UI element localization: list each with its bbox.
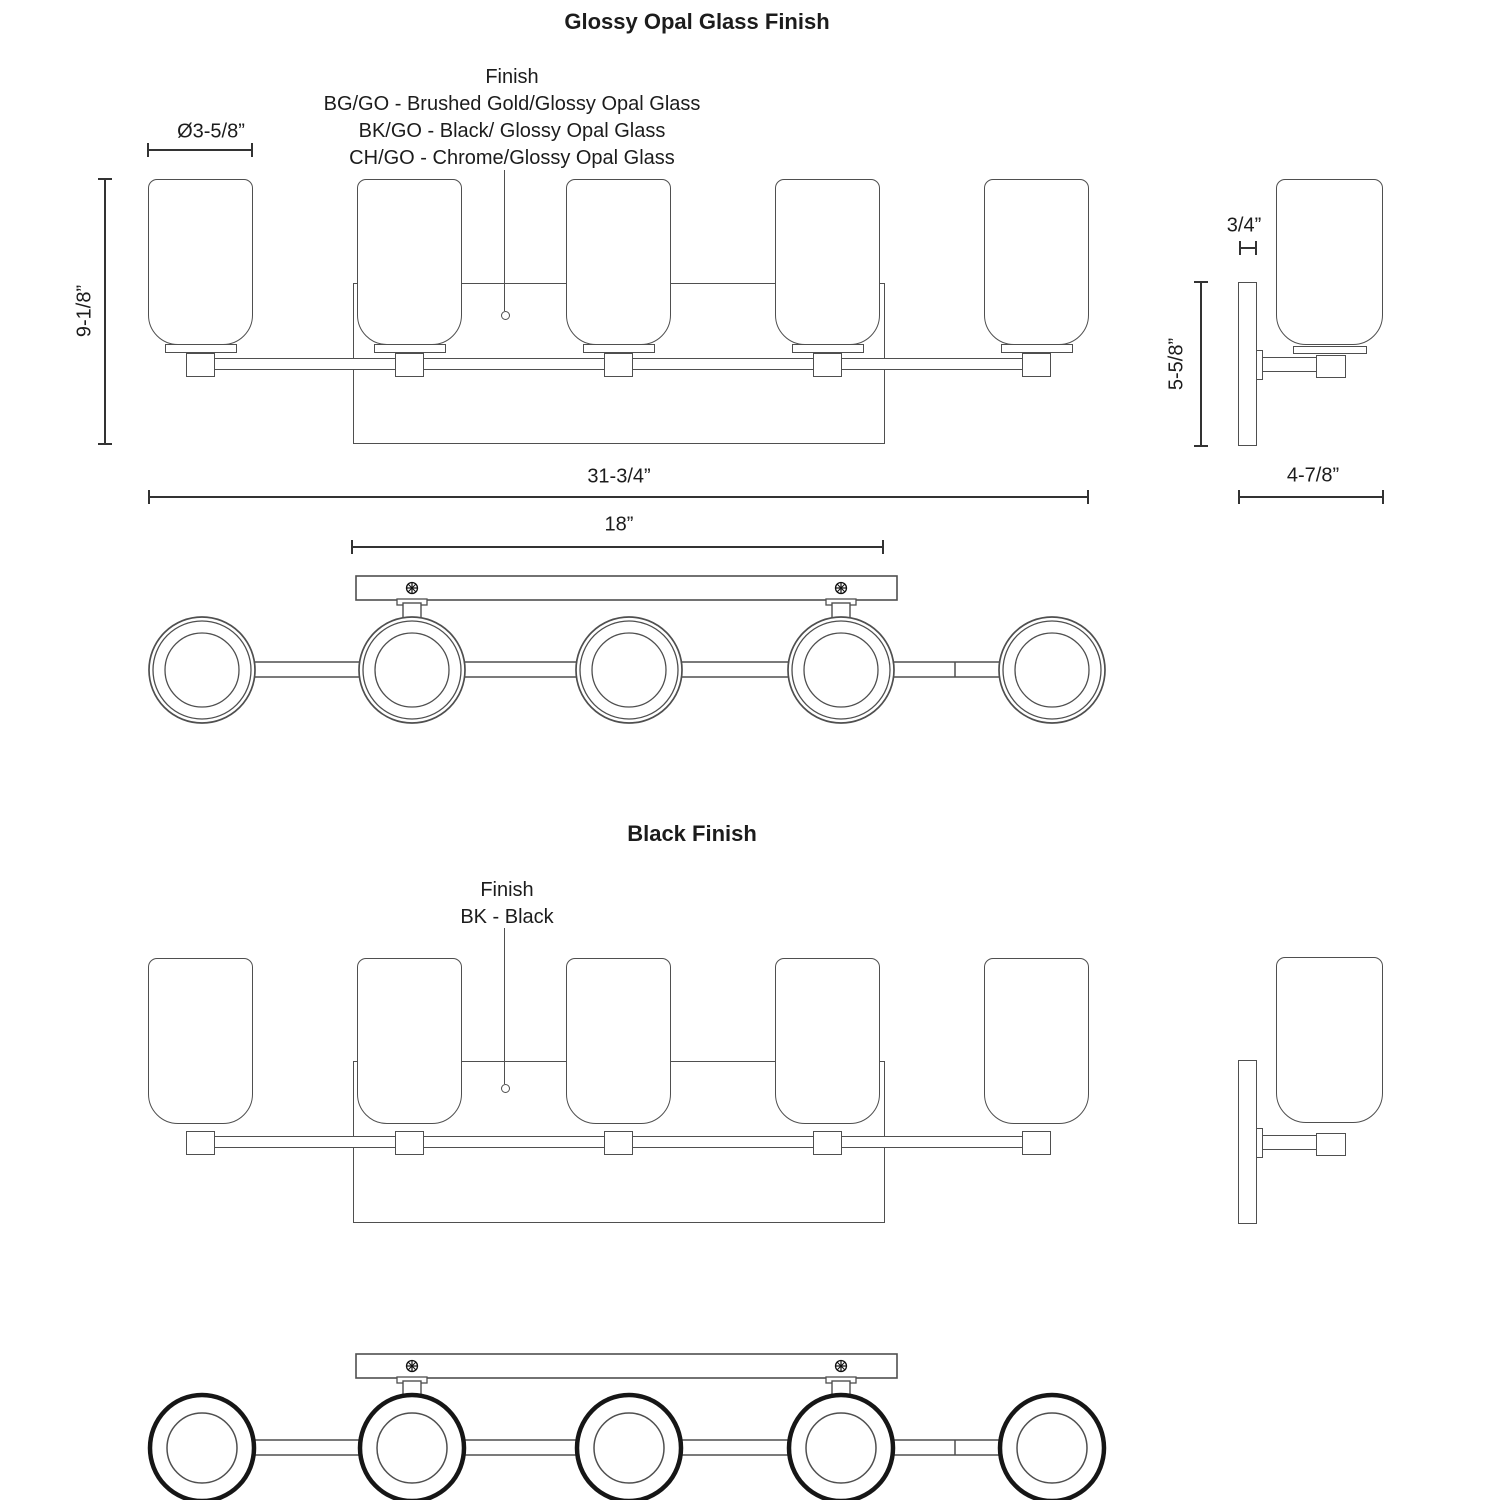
finish-label: Finish <box>485 66 539 88</box>
finish-option: BK - Black <box>460 906 554 928</box>
finish-option: CH/GO - Chrome/Glossy Opal Glass <box>349 147 675 169</box>
dim-overall-width-label: 31-3/4” <box>587 465 651 488</box>
shade-top-circle <box>577 1395 681 1500</box>
shade-top-circle <box>150 1395 254 1500</box>
dim-shade-diameter-label: Ø3-5/8” <box>177 120 245 143</box>
shade-top-circle <box>360 1395 464 1500</box>
dim-extension-depth-label: 4-7/8” <box>1286 464 1340 487</box>
glossy-section-title: Glossy Opal Glass Finish <box>564 9 830 34</box>
mounting-strap <box>356 1354 897 1378</box>
dim-fixture-height-label: 9-1/8” <box>73 284 96 338</box>
finish-label: Finish <box>480 879 534 901</box>
finish-option: BG/GO - Brushed Gold/Glossy Opal Glass <box>323 93 701 115</box>
finish-option: BK/GO - Black/ Glossy Opal Glass <box>358 120 666 142</box>
dim-backplate-width-label: 18” <box>604 513 634 536</box>
black-section-title: Black Finish <box>627 821 757 846</box>
shade-top-circle <box>1000 1395 1104 1500</box>
shade-top-circle <box>789 1395 893 1500</box>
dim-backplate-height-label: 5-5/8” <box>1165 337 1188 391</box>
mounting-strap <box>356 576 897 600</box>
dim-backplate-thickness-label: 3/4” <box>1226 214 1262 237</box>
